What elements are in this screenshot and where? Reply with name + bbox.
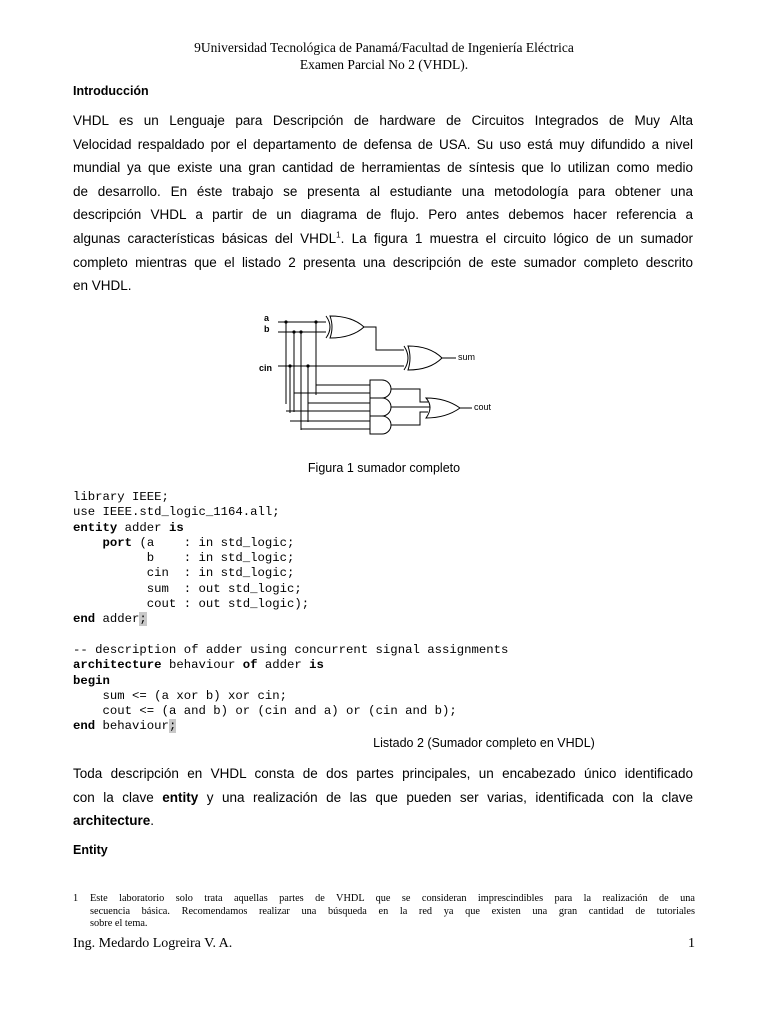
xor-gate-2-body xyxy=(408,346,442,370)
footnote-number: 1 xyxy=(73,893,79,904)
keyword-entity: entity xyxy=(162,789,199,805)
code-line: use IEEE.std_logic_1164.all; xyxy=(73,505,280,520)
code-keyword: end xyxy=(73,612,96,627)
code-keyword: is xyxy=(309,658,324,673)
page-number: 1 xyxy=(688,936,695,951)
listing-caption: Listado 2 (Sumador completo en VHDL) xyxy=(373,736,595,750)
code-text: cout : out std_logic); xyxy=(146,597,310,612)
page-footer xyxy=(73,936,695,952)
label-cout: cout xyxy=(474,402,492,412)
wire-and3-out xyxy=(391,412,428,425)
and-gate-1 xyxy=(370,380,391,398)
xor-gate-2-back xyxy=(404,346,408,370)
full-adder-circuit-diagram xyxy=(250,308,510,458)
junction-dot xyxy=(284,320,287,323)
code-highlight: ; xyxy=(139,612,147,627)
body-paragraph xyxy=(73,762,693,833)
code-keyword: begin xyxy=(73,673,110,688)
code-text: adder xyxy=(117,520,169,535)
label-a: a xyxy=(264,313,270,323)
code-keyword: of xyxy=(242,658,258,673)
or-gate xyxy=(426,398,460,418)
intro-line xyxy=(73,227,693,251)
code-text: sum : out std_logic; xyxy=(146,581,302,596)
footnote-line: Este laboratorio solo trata aquellas partes de VHDL que se consideran imprescindibles para la realización de una xyxy=(90,893,695,904)
junction-dot xyxy=(288,364,291,367)
footnote-line: sobre el tema. xyxy=(90,918,148,930)
intro-line: completo mientras que el listado 2 presenta una descripción de este sumador completo descrito xyxy=(73,254,693,270)
intro-heading: Introducción xyxy=(73,84,149,98)
xor-gate-1-body xyxy=(330,316,364,338)
body-line xyxy=(73,809,693,833)
and-gate-2 xyxy=(370,398,391,416)
code-keyword: is xyxy=(168,520,184,535)
code-line xyxy=(73,582,508,597)
body-text: . xyxy=(150,813,155,829)
label-sum: sum xyxy=(458,352,476,362)
label-b: b xyxy=(264,324,270,334)
code-line xyxy=(73,612,508,627)
intro-line: en VHDL. xyxy=(73,278,132,294)
code-line xyxy=(73,521,508,536)
code-blank-line xyxy=(73,628,508,643)
junction-dot xyxy=(292,330,295,333)
body-line: Toda descripción en VHDL consta de dos partes principales, un encabezado único identificado xyxy=(73,766,693,781)
code-keyword: architecture xyxy=(73,658,162,673)
xor-gate-1-back xyxy=(326,316,330,338)
code-keyword: port xyxy=(102,535,133,550)
code-line xyxy=(73,597,508,612)
code-highlight: ; xyxy=(168,719,177,734)
code-line xyxy=(73,719,508,734)
wire-xor1-out xyxy=(364,327,404,350)
wire-and1-out xyxy=(391,389,428,402)
intro-line: de desarrollo. En éste trabajo se presenta al estudiante una metodología para obtener una xyxy=(73,183,693,199)
code-text: adder xyxy=(95,612,140,627)
intro-line: Velocidad respaldado por el departamento de defensa de USA. Su uso está muy difundido a nivel xyxy=(73,136,693,152)
code-line xyxy=(73,566,508,581)
code-text: cout <= (a and b) or (cin and a) or (cin and b); xyxy=(102,704,457,719)
code-keyword: end xyxy=(73,719,96,734)
code-line xyxy=(73,689,508,704)
intro-paragraph xyxy=(73,109,693,298)
code-line xyxy=(73,704,508,719)
intro-line-6-post: . La figura 1 muestra el circuito lógico de un sumador xyxy=(340,230,693,246)
header-line-1: 9Universidad Tecnológica de Panamá/Facultad de Ingeniería Eléctrica xyxy=(194,40,574,55)
code-line: library IEEE; xyxy=(73,490,169,504)
label-cin: cin xyxy=(259,363,273,373)
junction-dot xyxy=(314,320,317,323)
code-line xyxy=(73,536,508,551)
intro-line: mundial ya que existe una gran cantidad de herramientas de síntesis que lo utilizan como medio xyxy=(73,160,693,176)
code-text: b : in std_logic; xyxy=(146,551,295,566)
entity-heading: Entity xyxy=(73,843,108,857)
intro-line: descripción VHDL a partir de un diagrama de flujo. Pero antes debemos hacer referencia a xyxy=(73,207,693,223)
figure-caption: Figura 1 sumador completo xyxy=(307,461,461,475)
code-text: (a : in std_logic; xyxy=(132,535,295,550)
code-comment: -- description of adder using concurrent signal assignments xyxy=(73,642,509,657)
code-keyword: entity xyxy=(73,520,118,535)
junction-dot xyxy=(306,364,309,367)
body-text: con la clave xyxy=(73,789,163,805)
code-text: sum <= (a xor b) xor cin; xyxy=(102,688,288,703)
junction-dot xyxy=(299,330,302,333)
code-text: behaviour xyxy=(161,658,243,673)
code-text: cin : in std_logic; xyxy=(146,566,295,581)
vhdl-code-listing xyxy=(73,490,508,735)
body-text: y una realización de las que pueden ser varias, identificada con la clave xyxy=(198,789,693,805)
footnote-body xyxy=(90,893,695,931)
footer-author: Ing. Medardo Logreira V. A. xyxy=(73,936,233,951)
code-text: behaviour xyxy=(95,719,169,734)
keyword-architecture: architecture xyxy=(73,813,151,829)
code-line xyxy=(73,551,508,566)
and-gate-3 xyxy=(370,416,391,434)
code-line xyxy=(73,658,508,673)
body-line xyxy=(73,786,693,810)
header-line-2: Examen Parcial No 2 (VHDL). xyxy=(299,57,469,72)
intro-line: VHDL es un Lenguaje para Descripción de hardware de Circuitos Integrados de Muy Alta xyxy=(73,113,693,128)
code-text: adder xyxy=(257,658,310,673)
footnote-line: secuencia básica. Recomendamos realizar una búsqueda en la red ya que existen una gran cantidad de tutoriales xyxy=(90,905,695,917)
footnote-ref: 1 xyxy=(336,230,341,240)
intro-line-6-pre: algunas características básicas del VHDL xyxy=(73,230,337,246)
